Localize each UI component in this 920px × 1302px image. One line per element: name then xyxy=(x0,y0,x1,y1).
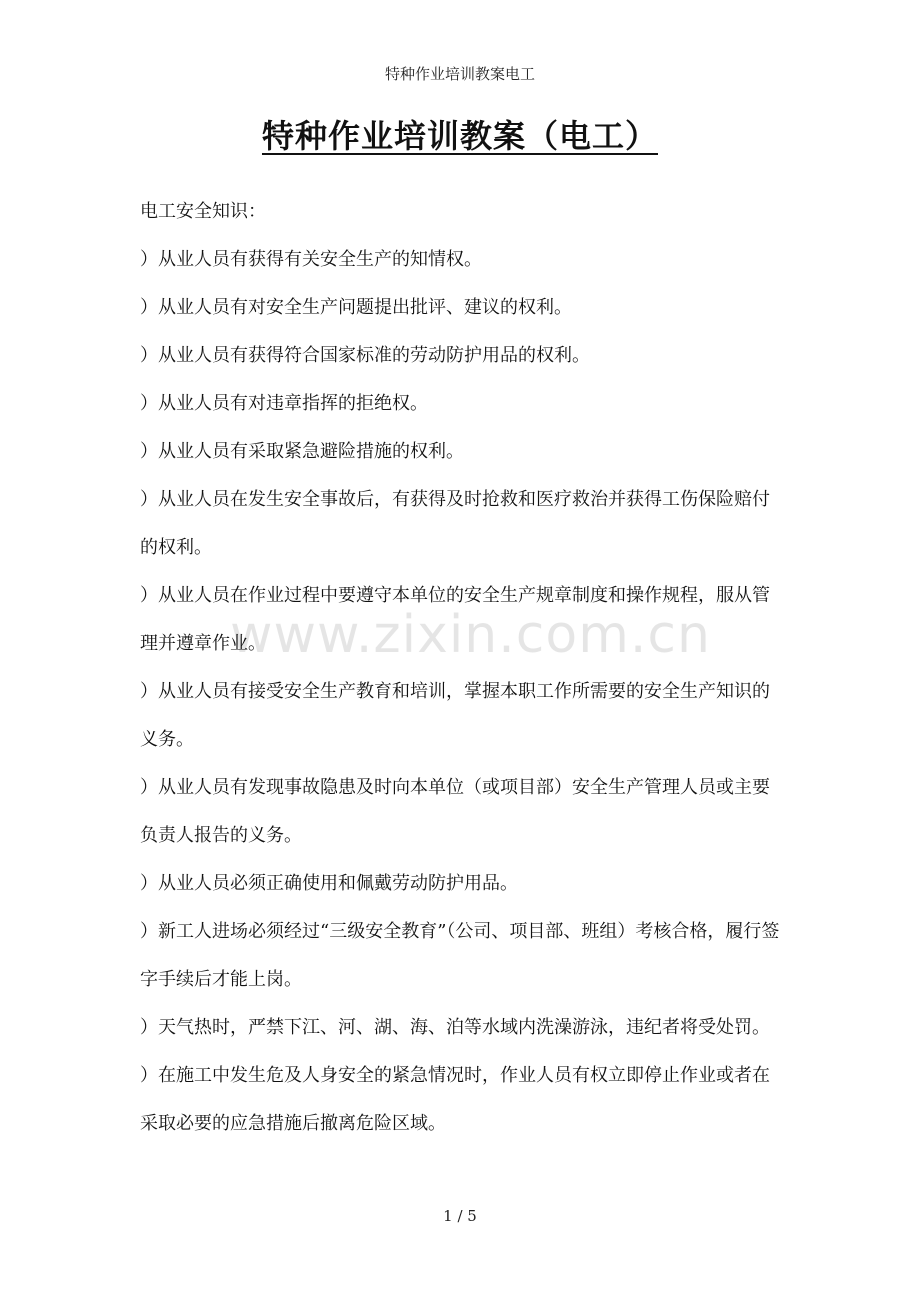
section-heading: 电工安全知识： xyxy=(140,201,266,222)
paragraph-1: ）从业人员有获得有关安全生产的知情权。 xyxy=(140,249,482,270)
paragraph-6: ）从业人员在发生安全事故后，有获得及时抢救和医疗救治并获得工伤保险赔付的权利。 xyxy=(140,489,770,558)
paragraph-7: ）从业人员在作业过程中要遵守本单位的安全生产规章制度和操作规程，服从管理并遵章作业。 xyxy=(140,585,770,654)
document-body xyxy=(140,188,785,1148)
document-title-text: 特种作业培训教案（电工） xyxy=(261,117,658,155)
paragraph-3: ）从业人员有获得符合国家标准的劳动防护用品的权利。 xyxy=(140,345,590,366)
paragraph-9: ）从业人员有发现事故隐患及时向本单位（或项目部）安全生产管理人员或主要负责人报告的义务。 xyxy=(140,777,770,846)
paragraph-2: ）从业人员有对安全生产问题提出批评、建议的权利。 xyxy=(140,297,572,318)
paragraph-5: ）从业人员有采取紧急避险措施的权利。 xyxy=(140,441,464,462)
paragraph-4: ）从业人员有对违章指挥的拒绝权。 xyxy=(140,393,428,414)
paragraph-13: ）在施工中发生危及人身安全的紧急情况时，作业人员有权立即停止作业或者在采取必要的应急措施后撤离危险区域。 xyxy=(140,1065,770,1134)
paragraph-8: ）从业人员有接受安全生产教育和培训，掌握本职工作所需要的安全生产知识的义务。 xyxy=(140,681,770,750)
page-number: 1 / 5 xyxy=(443,1207,477,1225)
paragraph-12: ）天气热时，严禁下江、河、湖、海、泊等水域内洗澡游泳，违纪者将受处罚。 xyxy=(140,1017,770,1038)
paragraph-11: ）新工人进场必须经过“三级安全教育”（公司、项目部、班组）考核合格，履行签字手续后才能上岗。 xyxy=(140,921,780,990)
paragraph-10: ）从业人员必须正确使用和佩戴劳动防护用品。 xyxy=(140,873,518,894)
page-header: 特种作业培训教案电工 xyxy=(384,65,535,83)
watermark: www.zixin.com.cn xyxy=(230,605,711,665)
document-title xyxy=(0,112,920,160)
